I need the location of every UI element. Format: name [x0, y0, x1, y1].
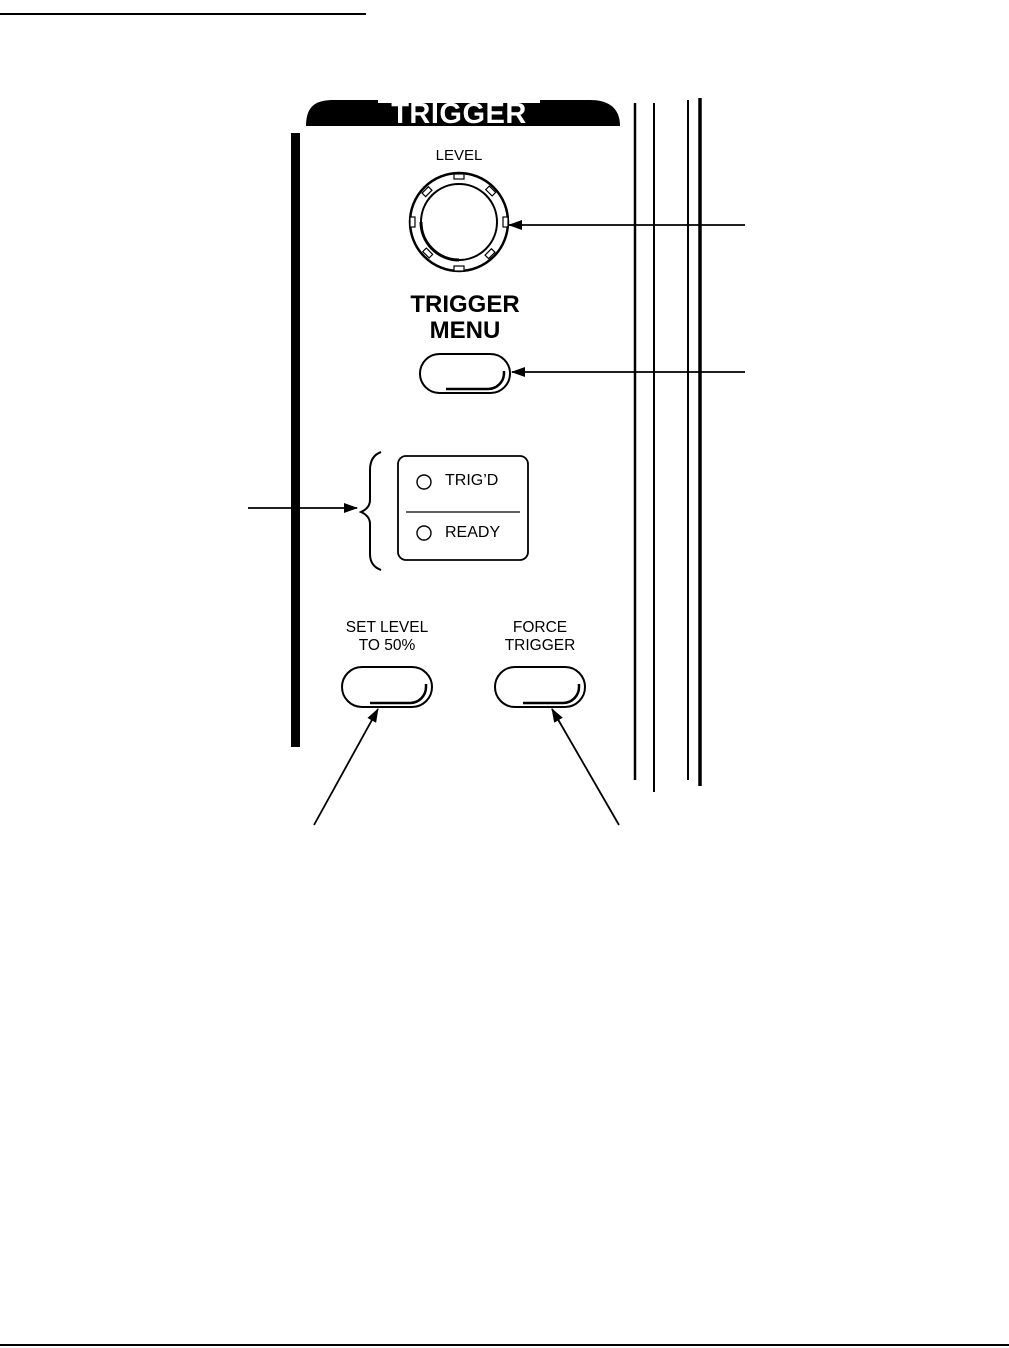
- ready-indicator-label: READY: [445, 524, 501, 541]
- panel-left-bar: [291, 133, 300, 747]
- level-knob[interactable]: [409, 172, 509, 272]
- set-level-label: [322, 619, 452, 655]
- trigd-led-icon: [417, 475, 431, 489]
- ready-led-icon: [417, 526, 431, 540]
- panel-title: TRIGGER: [391, 98, 527, 130]
- set-level-button[interactable]: [342, 667, 432, 707]
- trigger-menu-label-line-1: TRIGGER: [410, 291, 520, 318]
- force-trigger-label-line-2: TRIGGER: [504, 637, 576, 654]
- set-level-label-line-2: TO 50%: [358, 637, 416, 654]
- trigger-menu-label-line-2: MENU: [429, 317, 501, 344]
- callout-force-trigger: [552, 709, 619, 825]
- set-level-label-line-1: SET LEVEL: [345, 619, 429, 636]
- force-trigger-button[interactable]: [495, 667, 585, 707]
- trigger-menu-button[interactable]: [420, 354, 510, 393]
- trigger-menu-label: [380, 292, 550, 344]
- force-trigger-label: [475, 619, 605, 655]
- trigd-indicator-label: TRIG’D: [445, 472, 499, 489]
- indicator-brace: [361, 452, 381, 570]
- callout-set-level: [314, 709, 378, 825]
- level-knob-label: LEVEL: [435, 147, 483, 164]
- force-trigger-label-line-1: FORCE: [512, 619, 568, 636]
